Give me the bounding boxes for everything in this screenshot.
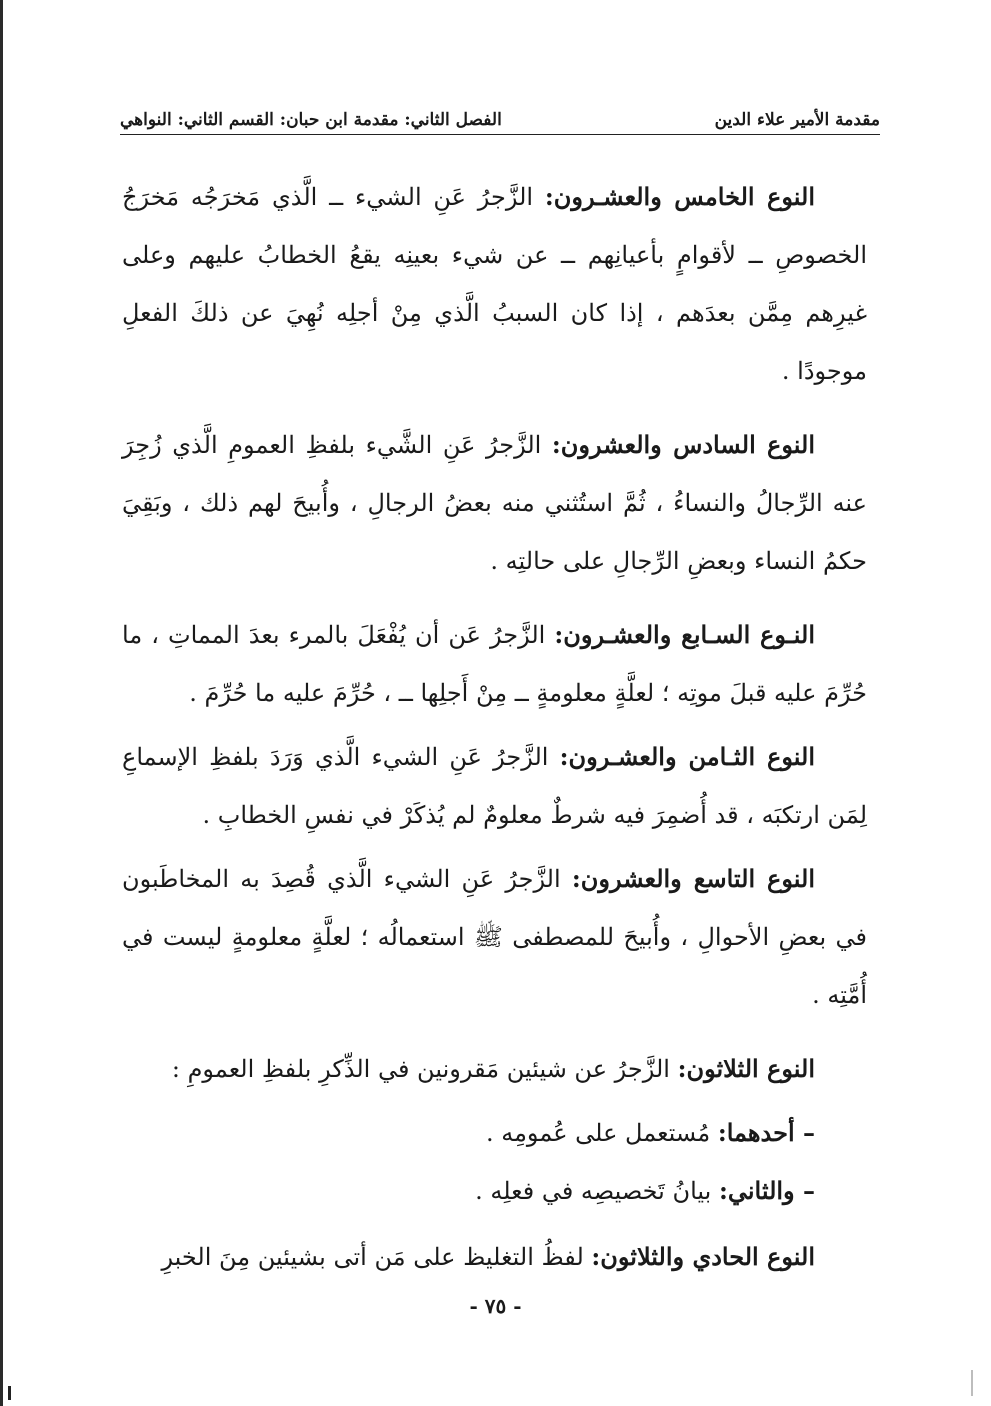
page-number: - ٧٥ - [469,1294,522,1318]
sub-item-lead: – والثاني: [718,1176,815,1205]
paragraph-text: الزَّجرُ عَن أن يُفْعَلَ بالمرء بعدَ المماتِ ، ما حُرِّمَ عليه قبلَ موتِه ؛ لعلَّةٍ معلومةٍ ــ مِنْ أَجلِها ــ ، حُرِّمَ عليه ما حُرِّمَ . [122,621,867,707]
scan-mark [8,1386,11,1400]
sub-item-text: بيانُ تَخصيصِه في فعلِه . [475,1177,719,1205]
sub-item-first [122,1104,867,1162]
chapter-title: الفصل الثاني: مقدمة ابن حبان: القسم الثاني: النواهي [120,110,502,130]
paragraph-text: الزَّجرُ عَنِ الشيء الَّذي وَرَدَ بلفظِ الإسماعِ لِمَن ارتكبَه ، قد أُضمِرَ فيه شرطٌ معلومٌ لم يُذكَرْ في نفسِ الخطابِ . [122,743,867,829]
paragraph-type-26 [122,416,867,590]
book-title: مقدمة الأمير علاء الدين [714,110,880,130]
paragraph-text: الزَّجرُ عَنِ الشيء ــ الَّذي مَخرَجُه مَخرَجُ الخصوصِ ــ لأقوامٍ بأعيانِهم ــ عن شيء بعينِه يقعُ الخطابُ عليهم وعلى غيرِهم مِمَّن بعدَهم ، إذا كان السببُ الَّذي مِنْ أجلِه نُهِيَ عن ذلكَ الفعلِ موجودًا . [122,183,867,385]
sub-item-lead: – أحدهما: [717,1118,815,1147]
paragraph-type-31 [122,1228,867,1286]
running-header [120,100,880,130]
sub-item-second [122,1162,867,1220]
paragraph-text: لفظُ التغليظ على مَن أتى بشيئين مِنَ الخبرِ [161,1243,592,1271]
paragraph-lead: النوع السادس والعشرون: [551,430,816,459]
scan-edge-right [971,1370,973,1396]
scan-edge-left [0,0,3,1406]
sub-item-text: مُستعمل على عُمومِه . [485,1119,718,1147]
header-rule [120,134,880,135]
paragraph-text: الزَّجرُ عن شيئين مَقرونين في الذِّكرِ بلفظِ العمومِ : [171,1055,678,1083]
paragraph-lead: النوع الحادي والثلاثون: [591,1242,815,1271]
page-body [122,168,867,1302]
paragraph-lead: النوع الثلاثون: [677,1054,815,1083]
paragraph-type-28 [122,728,867,844]
paragraph-lead: النـوع السـابع والعشـرون: [554,620,816,649]
paragraph-type-29 [122,850,867,1024]
paragraph-type-30 [122,1040,867,1098]
paragraph-text: الزَّجرُ عَنِ الشَّيء بلفظِ العمومِ الَّذي زُجِرَ عنه الرِّجالُ والنساءُ ، ثُمَّ استُثني منه بعضُ الرجالِ ، وأُبيحَ لهم ذلك ، وبَقِيَ حكمُ النساء وبعضِ الرِّجالِ على حالتِه . [122,431,867,575]
paragraph-text: الزَّجرُ عَنِ الشيء الَّذي قُصِدَ به المخاطَبون في بعضِ الأحوالِ ، وأُبيحَ للمصطفى ﷺ استعمالُه ؛ لعلَّةٍ معلومةٍ ليست في أُمَّتِه . [122,865,867,1009]
paragraph-lead: النوع التاسع والعشرون: [571,864,816,893]
paragraph-lead: النوع الخامس والعشـرون: [544,182,816,211]
paragraph-lead: النوع الثـامن والعشـرون: [559,742,815,771]
paragraph-type-27 [122,606,867,722]
paragraph-type-25 [122,168,867,400]
